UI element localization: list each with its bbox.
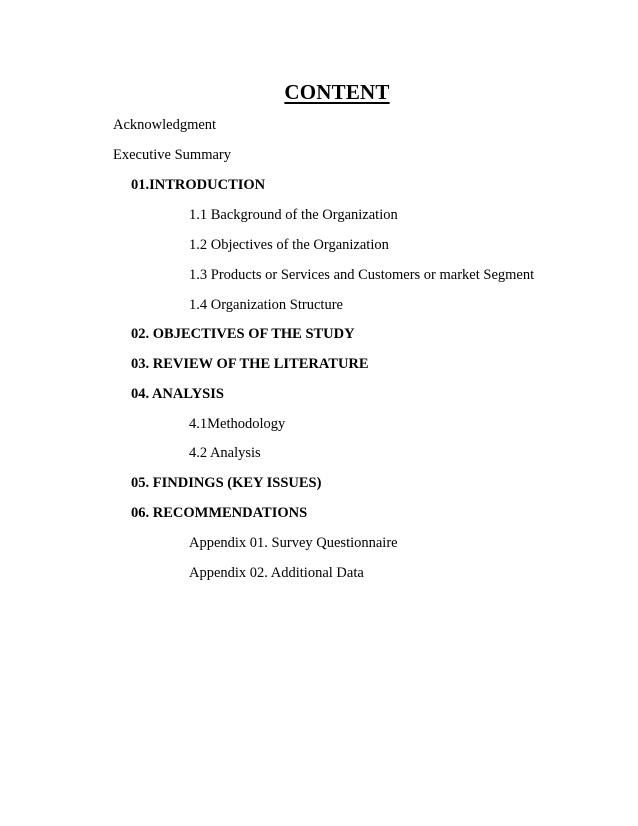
toc-section-introduction: 01.INTRODUCTION	[131, 177, 266, 193]
toc-section-objectives-study: 02. OBJECTIVES OF THE STUDY	[131, 326, 355, 342]
toc-item-objectives-org: 1.2 Objectives of the Organization	[189, 237, 389, 253]
toc-front-acknowledgment: Acknowledgment	[113, 117, 217, 133]
toc-item-background: 1.1 Background of the Organization	[189, 207, 398, 223]
toc-section-literature-review: 03. REVIEW OF THE LITERATURE	[131, 356, 369, 372]
toc-section-findings: 05. FINDINGS (KEY ISSUES)	[131, 475, 322, 491]
toc-item-appendix-01: Appendix 01. Survey Questionnaire	[189, 535, 398, 551]
toc-item-org-structure: 1.4 Organization Structure	[189, 297, 343, 313]
toc-item-analysis: 4.2 Analysis	[189, 445, 261, 461]
toc-front-executive-summary: Executive Summary	[113, 147, 231, 163]
page-title: CONTENT	[284, 80, 390, 104]
toc-item-products-services: 1.3 Products or Services and Customers or market Segment	[189, 267, 535, 283]
toc-section-analysis: 04. ANALYSIS	[131, 386, 224, 402]
toc-item-methodology: 4.1Methodology	[189, 416, 286, 432]
toc-section-recommendations: 06. RECOMMENDATIONS	[131, 505, 308, 521]
toc-item-appendix-02: Appendix 02. Additional Data	[189, 565, 364, 581]
